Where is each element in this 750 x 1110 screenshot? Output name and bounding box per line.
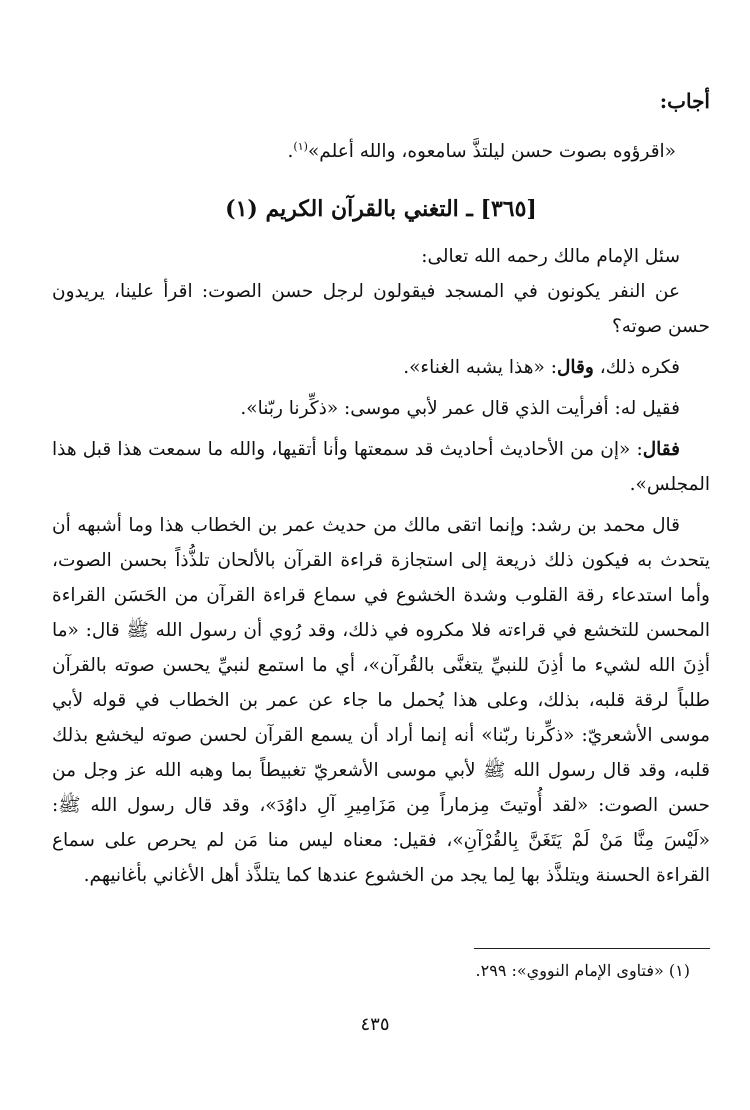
- footnote-divider: [474, 948, 710, 949]
- answer-quote: «اقرؤوه بصوت حسن ليلتذَّ سامعوه، والله أعلم»$^{(١)}$.: [287, 139, 676, 162]
- footnote-marker: (١): [293, 139, 308, 153]
- reply-3-rest: : «إن من الأحاديث أحاديث قد سمعتها وأنا أتقيها، والله ما سمعت هذا قبل هذا المجلس».: [52, 438, 710, 495]
- footnote: (١) «فتاوى الإمام النووي»: ٢٩٩.: [475, 961, 690, 980]
- question-text: عن النفر يكونون في المسجد فيقولون لرجل حسن الصوت: اقرأ علينا، يريدون حسن صوته؟: [52, 280, 710, 337]
- reply-1-prefix: فكره ذلك،: [593, 356, 680, 378]
- answer-heading: أجاب:: [659, 89, 710, 113]
- reply-2: فقيل له: أفرأيت الذي قال عمر لأبي موسى: «ذكِّرنا ربّنا».: [240, 397, 680, 419]
- reply-3-bold: فقال: [642, 438, 680, 460]
- page-number: ٤٣٥: [360, 1014, 390, 1035]
- reply-1-rest: : «هذا يشبه الغناء».: [403, 356, 557, 378]
- reply-3: [52, 432, 710, 502]
- reply-1: [52, 350, 710, 385]
- question-intro: سئل الإمام مالك رحمه الله تعالى:: [421, 245, 680, 267]
- reply-1-bold: وقال: [556, 356, 594, 378]
- chapter-title: [٣٦٥] ـ التغني بالقرآن الكريم (١): [225, 195, 537, 222]
- commentary-paragraph: قال محمد بن رشد: وإنما اتقى مالك من حديث عمر بن الخطاب هذا وما أشبهه أن يتحدث به فيكون ذلك ذريعة إلى استجازة قراءة القرآن بالألحان تلذُّذاً بحسن الصوت، وأما استدعاء رقة القلوب وشدة الخشوع في سماع قراءة القرآن من الحَسَن القراءة المحسن للتخشع في قراءته فلا مكروه في ذلك، وقد رُوي أن رسول الله ﷺ قال: «ما أذِنَ الله لشيء ما أذِنَ للنبيِّ يتغنَّى بالقُرآن»، أي ما استمع لنبيِّ يحسن صوته بالقرآن طلباً لرقة قلبه، بذلك، وعلى هذا يُحمل ما جاء عن عمر بن الخطاب في قوله لأبي موسى الأشعريّ: «ذكِّرنا ربّنا» أنه إنما أراد أن يسمع القرآن لحسن صوته ليخشع بذلك قلبه، وقد قال رسول الله ﷺ لأبي موسى الأشعريّ تغبيطاً بما وهبه الله عز وجل من حسن الصوت: «لقد أُوتيتَ مِزماراً مِن مَزَامِيرِ آلِ داوُدَ»، وقد قال رسول الله ﷺ: «لَيْسَ مِنَّا مَنْ لَمْ يَتَغَنَّ بِالقُرْآنِ»، فقيل: معناه ليس منا مَن لم يحرص على سماع القراءة الحسنة ويتلذَّذ بها لِما يجد من الخشوع عندها كما يتلذَّذ أهل الأغاني بأغانيهم.: [52, 514, 710, 886]
- answer-quote-text: «اقرؤوه بصوت حسن ليلتذَّ سامعوه، والله أعلم»: [307, 140, 676, 162]
